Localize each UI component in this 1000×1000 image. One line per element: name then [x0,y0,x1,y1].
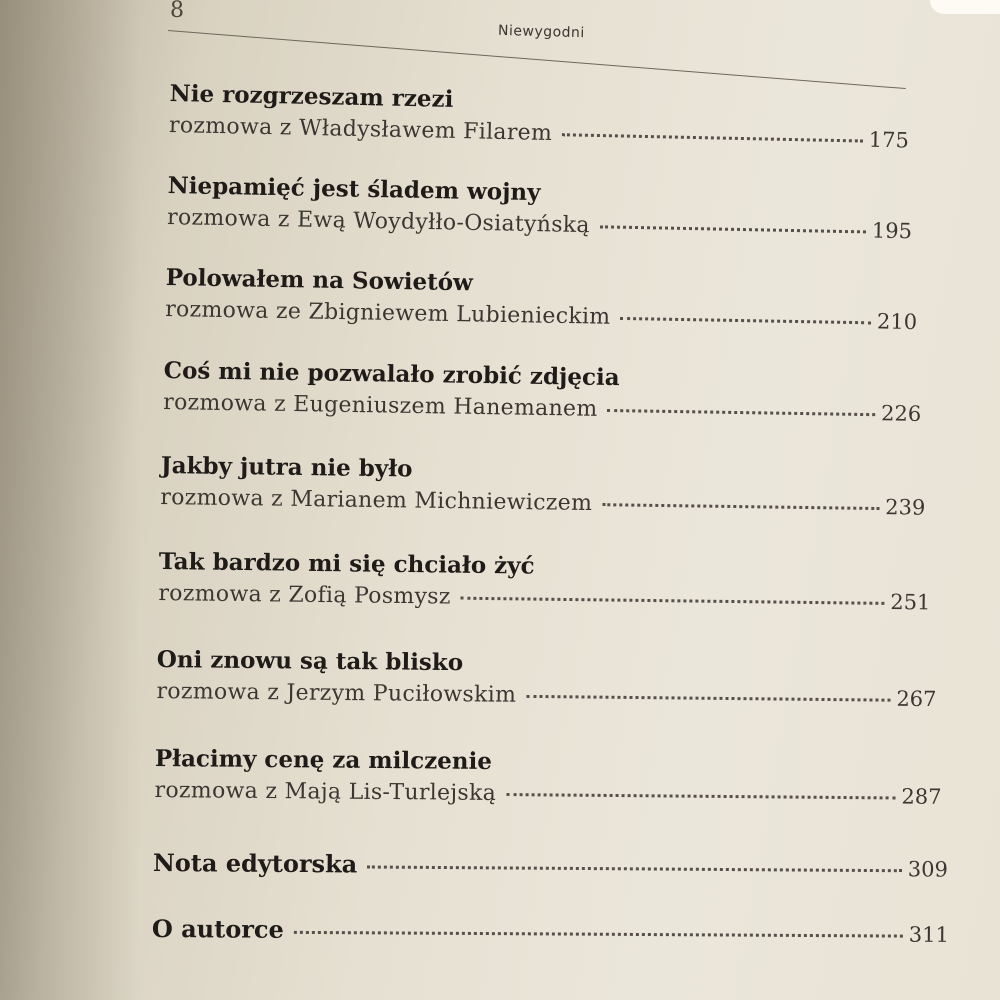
entry-page-number: 195 [871,218,913,244]
entry-title: Nota edytorska [152,848,358,879]
toc-entry[interactable] [165,264,918,335]
toc-entry[interactable] [160,452,926,521]
entry-subtitle: rozmowa z Marianem Michniewiczem [160,484,593,517]
entry-page-number: 311 [908,922,949,947]
leader-dots [506,793,895,799]
toc-entry-extra[interactable] [153,848,948,883]
entry-title: Tak bardzo mi się chciało żyć [158,548,535,580]
entry-page-number: 309 [907,857,948,882]
entry-title: Coś mi nie pozwalało zrobić zdjęcia [163,357,620,392]
toc-entry[interactable] [156,646,937,712]
toc-entry[interactable] [163,357,922,427]
entry-page-number: 239 [885,495,926,520]
entry-subtitle: rozmowa z Eugeniuszem Hanemanem [163,389,598,422]
entry-subtitle: rozmowa z Ewą Woydyłło-Osiatyńską [166,204,591,239]
entry-title: Polowałem na Sowietów [165,264,474,297]
entry-page-number: 251 [890,589,931,615]
entry-page-number: 287 [901,784,942,809]
page-number: 8 [170,0,184,23]
entry-title: Niepamięć jest śladem wojny [167,172,541,207]
entry-subtitle: rozmowa z Władysławem Filarem [168,112,553,147]
entry-title: Płacimy cenę za milczenie [154,745,493,775]
leader-dots [367,865,902,872]
leader-dots [600,225,866,233]
leader-dots [461,597,885,605]
entry-title: Nie rozgrzeszam rzezi [169,80,454,113]
leader-dots [602,503,879,510]
entry-title: O autorce [151,914,284,944]
toc-entry[interactable] [158,548,931,615]
entry-title: Oni znowu są tak blisko [156,646,464,677]
entry-subtitle: rozmowa z Mają Lis-Turlejską [154,777,497,806]
entry-page-number: 267 [896,686,937,712]
leader-dots [620,317,871,324]
leader-dots [607,409,875,416]
entry-subtitle: rozmowa ze Zbigniewem Lubienieckim [164,296,611,330]
entry-page-number: 175 [868,127,910,153]
leader-dots [526,695,890,702]
entry-page-number: 210 [876,309,918,335]
entry-page-number: 226 [880,401,922,426]
entry-title: Jakby jutra nie było [160,452,413,483]
leader-dots [562,133,863,142]
toc-entry[interactable] [169,80,910,153]
toc-entry[interactable] [167,172,913,244]
toc-entry[interactable] [154,745,941,810]
toc-entry-extra[interactable] [152,914,949,948]
leader-dots [294,931,903,938]
entry-subtitle: rozmowa z Zofią Posmysz [158,580,451,610]
running-head: Niewygodni [497,22,586,42]
entry-subtitle: rozmowa z Jerzym Puciłowskim [156,678,517,708]
